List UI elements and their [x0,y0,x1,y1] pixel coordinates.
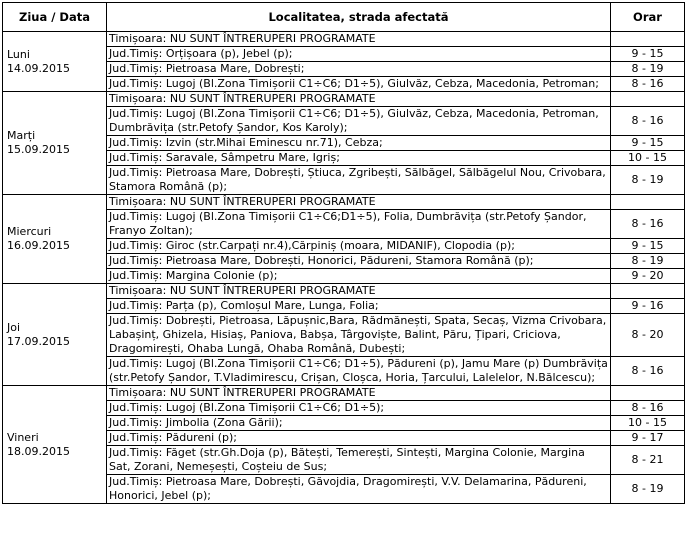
location-cell: Jud.Timiș: Lugoj (Bl.Zona Timișorii C1÷C6; D1÷5), Pădureni (p), Jamu Mare (p) Dumbrăvița (str.Petofy Șandor, T.Vladimirescu, Crișan, Cloșca, Horia, Țarcului, Lalelelor, N.Bălcescu); [107,357,611,386]
day-name: Vineri [7,430,39,444]
hours-cell: 8 - 16 [611,401,685,416]
location-cell: Jud.Timiș: Giroc (str.Carpați nr.4),Cărpiniș (moara, MIDANIF), Clopodia (p); [107,239,611,254]
hours-cell: 9 - 15 [611,136,685,151]
location-cell: Jud.Timiș: Izvin (str.Mihai Eminescu nr.71), Cebza; [107,136,611,151]
day-date-cell [3,284,107,386]
day-date-cell [3,195,107,284]
hours-cell: 8 - 19 [611,62,685,77]
table-row [3,284,685,299]
day-date: 18.09.2015 [7,444,70,458]
hours-cell [611,195,685,210]
location-cell: Jud.Timiș: Orțișoara (p), Jebel (p); [107,47,611,62]
day-name: Miercuri [7,225,52,238]
hours-cell: 8 - 16 [611,107,685,136]
location-cell: Jud.Timiș: Dobrești, Pietroasa, Lăpușnic,Bara, Rădmănești, Spata, Secaș, Vizma Crivobara, Labașinț, Ghizela, Hisiaș, Paniova, Babșa, Târgoviște, Balint, Păru, Țipari, Criciova, Dragomirești, Ohaba Lungă, Ohaba Română, Dubești; [107,314,611,357]
location-cell: Jud.Timiș: Saravale, Sâmpetru Mare, Igriș; [107,151,611,166]
hours-cell: 8 - 16 [611,210,685,239]
location-cell: Timișoara: NU SUNT ÎNTRERUPERI PROGRAMATE [107,386,611,401]
location-cell: Jud.Timiș: Pietroasa Mare, Dobrești, Știuca, Zgribești, Sălbăgel, Sălbăgelul Nou, Crivobara, Stamora Română (p); [107,166,611,195]
hours-cell [611,32,685,47]
outage-schedule-table [2,2,685,504]
hours-cell: 8 - 19 [611,475,685,504]
hours-cell: 8 - 19 [611,254,685,269]
column-header-date: Ziua / Data [3,3,107,32]
day-date: 14.09.2015 [7,61,70,75]
location-cell: Jud.Timiș: Lugoj (Bl.Zona Timișorii C1÷C6; D1÷5), Giulvăz, Cebza, Macedonia, Petroman, Dumbrăvița (str.Petofy Șandor, Kos Karoly); [107,107,611,136]
day-name: Joi [7,320,21,334]
hours-cell: 9 - 15 [611,47,685,62]
location-cell: Jud.Timiș: Lugoj (Bl.Zona Timișorii C1÷C6; D1÷5); [107,401,611,416]
location-cell: Jud.Timiș: Jimbolia (Zona Gării); [107,416,611,431]
hours-cell: 8 - 16 [611,357,685,386]
hours-cell [611,92,685,107]
location-cell: Timișoara: NU SUNT ÎNTRERUPERI PROGRAMATE [107,32,611,47]
day-date: 16.09.2015 [7,239,70,252]
table-row [3,195,685,210]
hours-cell: 8 - 19 [611,166,685,195]
hours-cell [611,386,685,401]
hours-cell: 8 - 16 [611,77,685,92]
location-cell: Jud.Timiș: Făget (str.Gh.Doja (p), Bătești, Temerești, Sintești, Margina Colonie, Margina Sat, Zorani, Nemeșești, Coșteiu de Sus; [107,446,611,475]
day-name: Luni [7,47,30,61]
location-cell: Timișoara: NU SUNT ÎNTRERUPERI PROGRAMATE [107,195,611,210]
location-cell: Jud.Timiș: Margina Colonie (p); [107,269,611,284]
day-date-cell [3,92,107,195]
day-date: 15.09.2015 [7,143,70,156]
location-cell: Jud.Timiș: Pietroasa Mare, Dobrești; [107,62,611,77]
location-cell: Jud.Timiș: Parța (p), Comloșul Mare, Lunga, Folia; [107,299,611,314]
day-date-cell [3,32,107,92]
location-cell: Jud.Timiș: Pietroasa Mare, Dobrești, Honorici, Pădureni, Stamora Română (p); [107,254,611,269]
column-header-location: Localitatea, strada afectată [107,3,611,32]
hours-cell: 10 - 15 [611,416,685,431]
location-cell: Jud.Timiș: Pietroasa Mare, Dobrești, Găvojdia, Dragomirești, V.V. Delamarina, Pădureni, Honorici, Jebel (p); [107,475,611,504]
hours-cell [611,284,685,299]
table-row [3,32,685,47]
table-header-row [3,3,685,32]
table-row [3,386,685,401]
day-name: Marți [7,129,36,142]
hours-cell: 9 - 16 [611,299,685,314]
location-cell: Jud.Timiș: Lugoj (Bl.Zona Timișorii C1÷C6; D1÷5), Giulvăz, Cebza, Macedonia, Petroman; [107,77,611,92]
column-header-hours: Orar [611,3,685,32]
day-date: 17.09.2015 [7,334,70,348]
hours-cell: 9 - 17 [611,431,685,446]
table-body [3,32,685,504]
hours-cell: 10 - 15 [611,151,685,166]
table-row [3,92,685,107]
location-cell: Timișoara: NU SUNT ÎNTRERUPERI PROGRAMATE [107,92,611,107]
location-cell: Timișoara: NU SUNT ÎNTRERUPERI PROGRAMATE [107,284,611,299]
hours-cell: 8 - 20 [611,314,685,357]
day-date-cell [3,386,107,504]
hours-cell: 9 - 20 [611,269,685,284]
hours-cell: 8 - 21 [611,446,685,475]
location-cell: Jud.Timiș: Pădureni (p); [107,431,611,446]
location-cell: Jud.Timiș: Lugoj (Bl.Zona Timișorii C1÷C6;D1÷5), Folia, Dumbrăvița (str.Petofy Șandor, Franyo Zoltan); [107,210,611,239]
hours-cell: 9 - 15 [611,239,685,254]
